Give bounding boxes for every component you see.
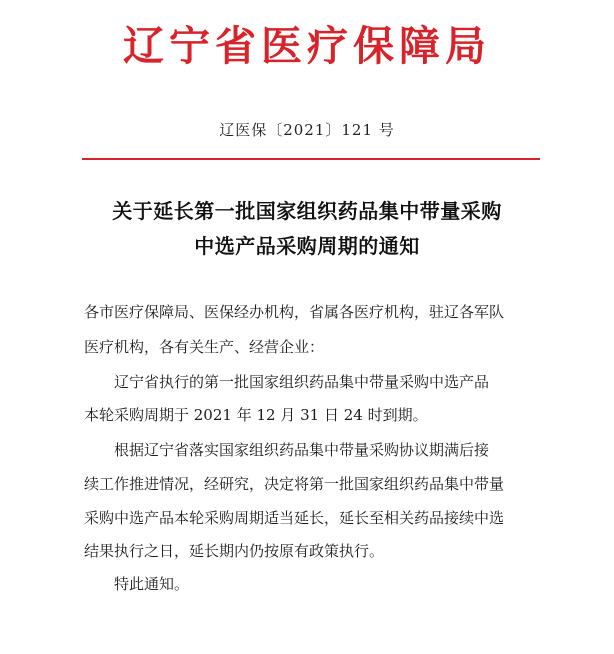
- paragraph-2-line-1: 根据辽宁省落实国家组织药品集中带量采购协议期满后接: [114, 441, 490, 459]
- title-line-2: 中选产品采购周期的通知: [194, 234, 420, 258]
- closing-line: 特此通知。: [114, 575, 190, 593]
- paragraph-2-line-2: 续工作推进情况，经研究，决定将第一批国家组织药品集中带量: [84, 475, 505, 493]
- addressee-line-2: 医疗机构，各有关生产、经营企业：: [84, 338, 325, 356]
- issuer-name: 辽宁省医疗保障局: [123, 22, 491, 70]
- title-line-1: 关于延长第一批国家组织药品集中带量采购: [112, 199, 502, 223]
- paragraph-2-line-4: 结果执行之日，延长期内仍按原有政策执行。: [84, 542, 385, 560]
- document-number: 辽医保〔2021〕121 号: [219, 121, 395, 139]
- paragraph-1-line-1: 辽宁省执行的第一批国家组织药品集中带量采购中选产品: [114, 373, 490, 391]
- red-divider: [82, 158, 540, 160]
- paragraph-1-line-2: 本轮采购周期于 2021 年 12 月 31 日 24 时到期。: [84, 406, 428, 424]
- paragraph-2-line-3: 采购中选产品本轮采购周期适当延长，延长至相关药品接续中选: [84, 509, 505, 527]
- addressee-line-1: 各市医疗保障局、医保经办机构，省属各医疗机构，驻辽各军队: [84, 303, 505, 321]
